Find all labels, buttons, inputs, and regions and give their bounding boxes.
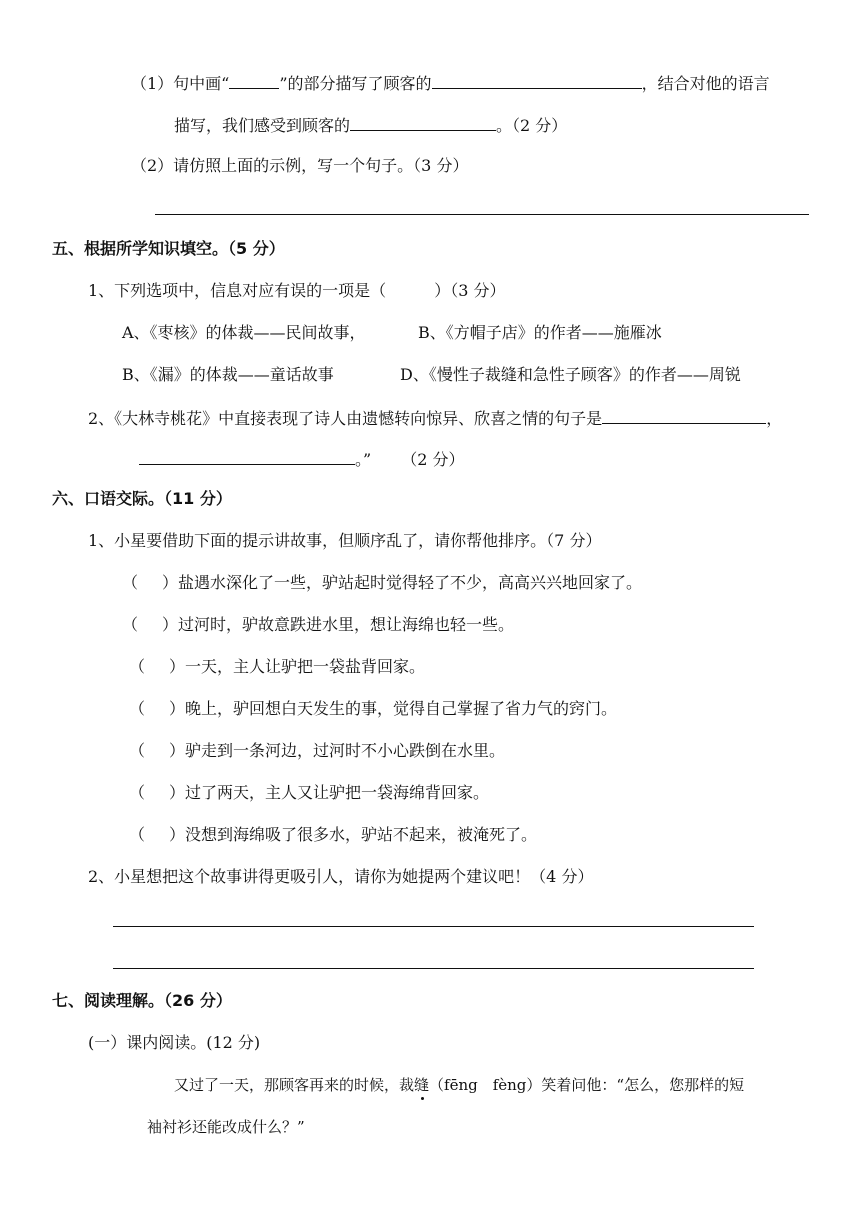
s5-item2-text-a: 2、《大林寺桃花》中直接表现了诗人由遗憾转向惊异、欣喜之情的句子是 <box>88 409 603 428</box>
order-item: （ ）晚上，驴回想白天发生的事，觉得自己掌握了省力气的窍门。 <box>129 699 618 718</box>
order-item: （ ）驴走到一条河边，过河时不小心跌倒在水里。 <box>129 741 506 760</box>
q1-line2-text-b: 。（2 分） <box>496 116 568 135</box>
q1-line1 <box>131 74 770 92</box>
s5-item1-stem <box>88 283 505 299</box>
answer-blank[interactable] <box>229 74 279 89</box>
option-b: B、《方帽子店》的作者——施雁冰 <box>418 323 662 342</box>
answer-line[interactable] <box>113 926 754 927</box>
order-item: （ ）没想到海绵吸了很多水，驴站不起来，被淹死了。 <box>129 825 538 844</box>
answer-line[interactable] <box>155 214 809 215</box>
s5-item2-text-b: ， <box>766 409 783 428</box>
q1-line1-text-a: （1）句中画“ <box>131 74 230 93</box>
order-item: （ ）过河时，驴故意跌进水里，想让海绵也轻一些。 <box>122 615 515 634</box>
answer-blank[interactable] <box>139 450 355 465</box>
q1-line2 <box>174 116 567 134</box>
order-item: （ ）一天，主人让驴把一袋盐背回家。 <box>129 657 426 676</box>
answer-blank[interactable] <box>602 409 766 424</box>
section6-heading: 六、口语交际。（11 分） <box>52 489 232 508</box>
s5-item2-score: （2 分） <box>401 450 465 469</box>
q1-line1-text-c: ，结合对他的语言 <box>641 74 770 93</box>
s5-item2-text-c: 。” <box>355 450 372 469</box>
answer-blank[interactable] <box>432 74 642 89</box>
order-item: （ ）过了两天，主人又让驴把一袋海绵背回家。 <box>129 783 490 802</box>
s7-sub1: (一）课内阅读。(12 分) <box>88 1033 261 1052</box>
option-d: D、《慢性子裁缝和急性子顾客》的作者——周锐 <box>400 365 741 384</box>
s5-item2-line1 <box>88 409 782 427</box>
q2-prompt: （2）请仿照上面的示例，写一个句子。（3 分） <box>131 156 469 175</box>
s6-item1: 1、小星要借助下面的提示讲故事，但顺序乱了，请你帮他排序。（7 分） <box>88 531 602 550</box>
section7-heading: 七、阅读理解。（26 分） <box>52 991 232 1010</box>
s5-item1-stem-a: 1、下列选项中，信息对应有误的一项是（ <box>88 281 387 300</box>
q1-line1-text-b: ”的部分描写了顾客的 <box>279 74 432 93</box>
option-c: B、《漏》的体裁——童话故事 <box>122 365 334 384</box>
passage-line1 <box>174 1078 744 1093</box>
s6-item2: 2、小星想把这个故事讲得更吸引人，请你为她提两个建议吧！（4 分） <box>88 867 594 886</box>
answer-line[interactable] <box>113 968 754 969</box>
section5-heading: 五、根据所学知识填空。（5 分） <box>52 239 285 258</box>
passage-text-b: （fēng fèng）笑着问他：“怎么，您那样的短 <box>429 1076 745 1094</box>
s5-item1-stem-b: ）（3 分） <box>434 281 506 300</box>
s5-item2-line2 <box>139 450 464 468</box>
order-item: （ ）盐遇水深化了一些，驴站起时觉得轻了不少，高高兴兴地回家了。 <box>122 573 643 592</box>
passage-dotted-char: 缝 <box>414 1076 430 1094</box>
option-a: A、《枣核》的体裁——民间故事， <box>122 323 366 342</box>
passage-text-a: 又过了一天，那顾客再来的时候，裁 <box>174 1076 415 1094</box>
answer-blank[interactable] <box>350 116 496 131</box>
q1-line2-text-a: 描写，我们感受到顾客的 <box>174 116 351 135</box>
passage-line2: 袖衬衫还能改成什么？” <box>147 1118 305 1136</box>
